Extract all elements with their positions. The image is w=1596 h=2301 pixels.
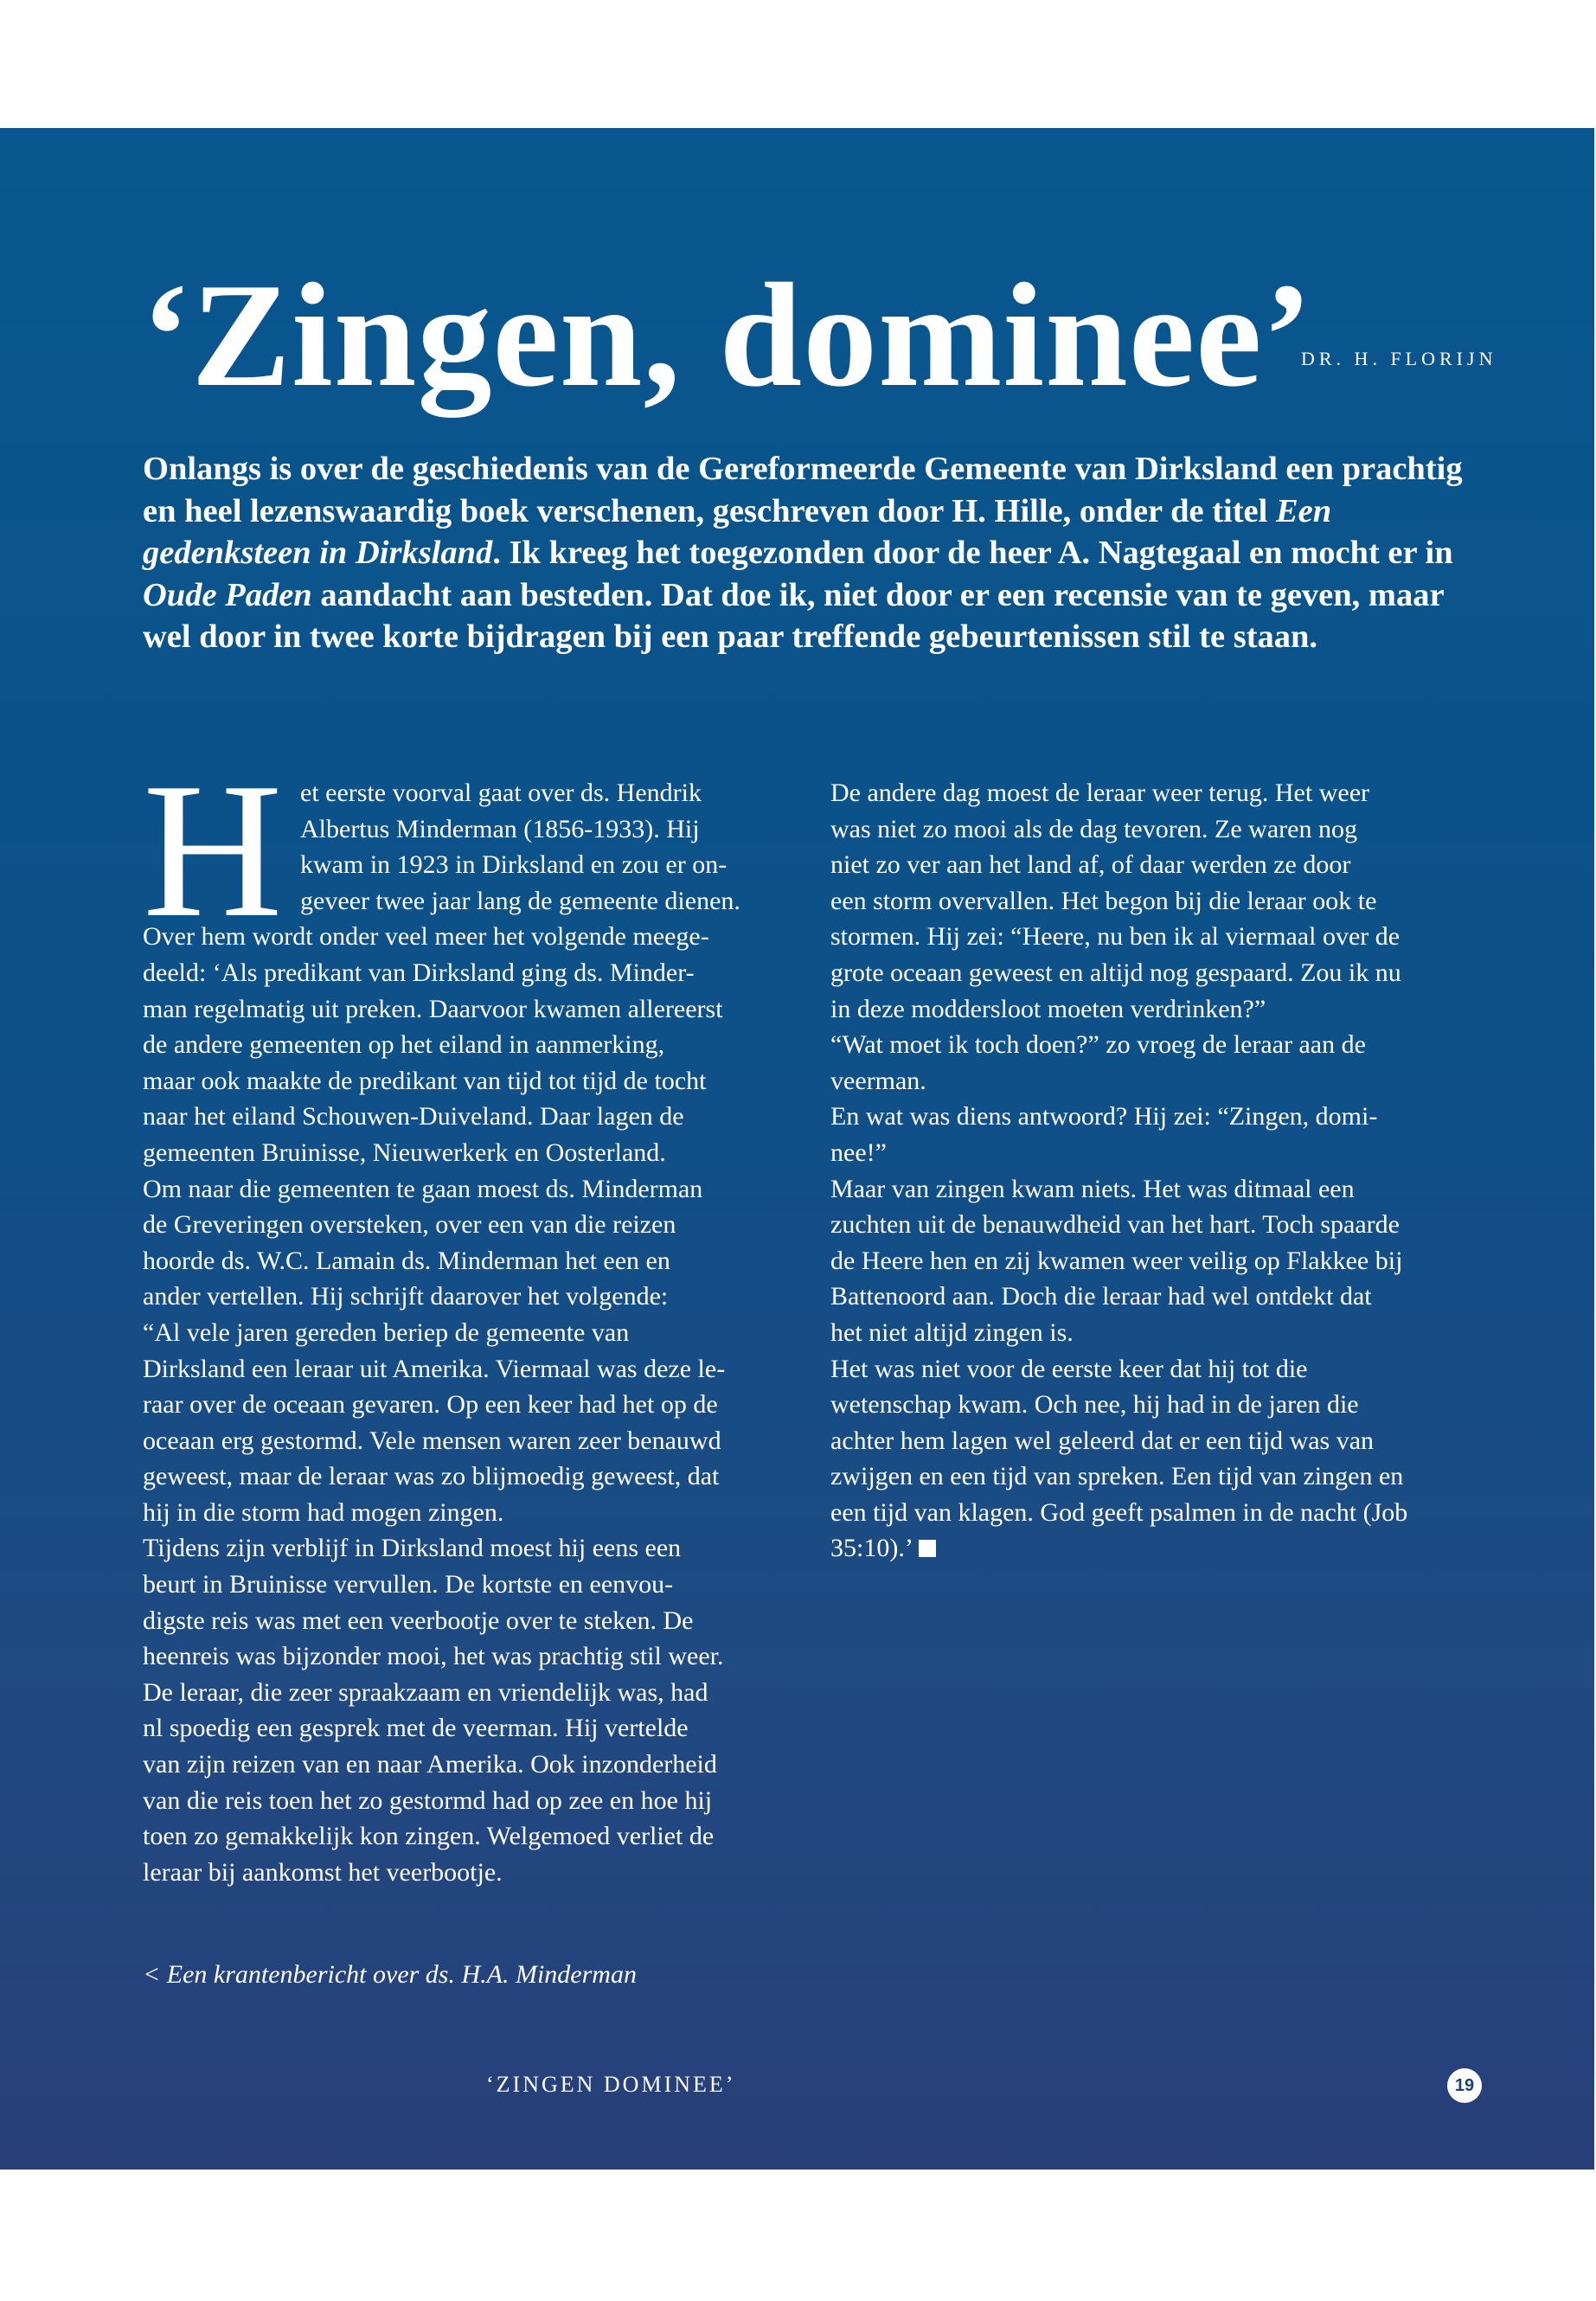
body-line: veerman. xyxy=(830,1066,926,1095)
body-line: geveer twee jaar lang de gemeente dienen. xyxy=(300,886,740,915)
body-line: nee!” xyxy=(830,1138,887,1167)
drop-cap: H xyxy=(143,743,283,958)
body-line: de Heere hen en zij kwamen weer veilig op Flakkee bij xyxy=(830,1246,1403,1275)
body-line: heenreis was bijzonder mooi, het was prachtig stil weer. xyxy=(143,1642,724,1671)
body-line: leraar bij aankomst het veerbootje. xyxy=(143,1857,503,1887)
body-line: gemeenten Bruinisse, Nieuwerkerk en Oosterland. xyxy=(143,1138,666,1167)
body-line: zuchten uit de benauwdheid van het hart. Toch spaarde xyxy=(830,1210,1400,1240)
body-line: naar het eiland Schouwen-Duiveland. Daar lagen de xyxy=(143,1102,684,1131)
body-line: kwam in 1923 in Dirksland en zou er on- xyxy=(300,850,727,880)
body-line: digste reis was met een veerbootje over te steken. De xyxy=(143,1606,694,1635)
body-line: hij in die storm had mogen zingen. xyxy=(143,1497,504,1527)
body-line: Het was niet voor de eerste keer dat hij tot die xyxy=(830,1354,1308,1383)
body-line: achter hem lagen wel geleerd dat er een tijd was van xyxy=(830,1426,1375,1455)
end-of-article-mark xyxy=(919,1540,936,1557)
body-line: De leraar, die zeer spraakzaam en vriendelijk was, had xyxy=(143,1677,708,1707)
body-line: Dirksland een leraar uit Amerika. Viermaal was deze le- xyxy=(143,1354,726,1383)
page-number: 19 xyxy=(1447,2068,1482,2103)
body-line: wetenschap kwam. Och nee, hij had in de jaren die xyxy=(830,1390,1359,1420)
intro-paragraph xyxy=(143,448,1492,658)
body-line: een storm overvallen. Het begon bij die leraar ook te xyxy=(830,886,1377,915)
body-line: Battenoord aan. Doch die leraar had wel ontdekt dat xyxy=(830,1282,1372,1311)
body-line: grote oceaan geweest en altijd nog gespaard. Zou ik nu xyxy=(830,958,1401,987)
body-line: nl spoedig een gesprek met de veerman. Hij vertelde xyxy=(143,1714,689,1743)
body-line: het niet altijd zingen is. xyxy=(830,1317,1074,1347)
body-line: de Greveringen oversteken, over een van die reizen xyxy=(143,1210,676,1240)
magazine-title: Oude Paden xyxy=(143,576,312,613)
body-line: man regelmatig uit preken. Daarvoor kwamen allereerst xyxy=(143,994,723,1023)
body-line: zwijgen en een tijd van spreken. Een tijd van zingen en xyxy=(830,1462,1404,1491)
article-title: ‘Zingen, dominee’ xyxy=(141,253,1313,418)
body-line: een tijd van klagen. God geeft psalmen in de nacht (Job xyxy=(830,1497,1408,1527)
body-line: stormen. Hij zei: “Heere, nu ben ik al viermaal over de xyxy=(830,922,1401,952)
book-title: Een gedenksteen in Dirksland xyxy=(143,492,1332,571)
body-line: et eerste voorval gaat over ds. Hendrik xyxy=(300,779,702,807)
body-line: maar ook maakte de predikant van tijd tot tijd de tocht xyxy=(143,1066,707,1095)
body-line: raar over de oceaan gevaren. Op een keer had het op de xyxy=(143,1390,718,1420)
body-line: was niet zo mooi als de dag tevoren. Ze waren nog xyxy=(830,814,1357,843)
body-line: oceaan erg gestormd. Vele mensen waren zeer benauwd xyxy=(143,1426,721,1455)
author-byline: DR. H. FLORIJN xyxy=(1301,348,1497,369)
body-line: niet zo ver aan het land af, of daar werden ze door xyxy=(830,850,1351,880)
body-line: van zijn reizen van en naar Amerika. Ook inzonderheid xyxy=(143,1750,717,1779)
body-line: geweest, maar de leraar was zo blijmoedig geweest, dat xyxy=(143,1462,720,1491)
intro-text-3: aandacht aan besteden. Dat doe ik, niet door er een recensie van te geven, maar wel door in twee korte bijdragen bij een paar treffende gebeurtenissen stil te staan. xyxy=(143,576,1444,655)
body-line: beurt in Bruinisse vervullen. De kortste en eenvou- xyxy=(143,1570,674,1599)
body-line: de andere gemeenten op het eiland in aanmerking, xyxy=(143,1030,665,1060)
body-line: “Al vele jaren gereden beriep de gemeente van xyxy=(143,1317,630,1347)
body-line: deeld: ‘Als predikant van Dirksland ging ds. Minder- xyxy=(143,958,695,987)
body-line: Over hem wordt onder veel meer het volgende meege- xyxy=(143,922,709,952)
body-line-text: 35:10).’ xyxy=(830,1534,913,1563)
body-line: De andere dag moest de leraar weer terug. Het weer xyxy=(830,779,1369,807)
body-line: toen zo gemakkelijk kon zingen. Welgemoed verliet de xyxy=(143,1822,715,1851)
body-line: “Wat moet ik toch doen?” zo vroeg de leraar aan de xyxy=(830,1030,1366,1060)
body-line: in deze moddersloot moeten verdrinken?” xyxy=(830,994,1266,1023)
body-line-last xyxy=(830,1530,1488,1567)
intro-text-1: Onlangs is over de geschiedenis van de Gereformeerde Gemeente van Dirksland een prachtig en heel lezenswaardig boek verschenen, geschreven door H. Hille, onder de titel xyxy=(143,451,1463,529)
intro-text-2: . Ik kreeg het toegezonden door de heer A. Nagtegaal en mocht er in xyxy=(492,535,1453,571)
body-line: hoorde ds. W.C. Lamain ds. Minderman het een en xyxy=(143,1246,670,1275)
body-line: En wat was diens antwoord? Hij zei: “Zingen, domi- xyxy=(830,1102,1378,1131)
right-column xyxy=(830,775,1488,1567)
body-line: ander vertellen. Hij schrijft daarover het volgende: xyxy=(143,1282,669,1311)
running-footer-title: ‘ZINGEN DOMINEE’ xyxy=(486,2072,736,2097)
left-column xyxy=(143,743,800,1890)
body-line: Maar van zingen kwam niets. Het was ditmaal een xyxy=(830,1174,1355,1203)
body-line: Albertus Minderman (1856-1933). Hij xyxy=(300,814,700,843)
body-line: van die reis toen het zo gestormd had op zee en hoe hij xyxy=(143,1785,713,1815)
article-panel xyxy=(0,128,1594,2170)
image-caption: < Een krantenbericht over ds. H.A. Minderman xyxy=(143,1960,637,1989)
body-line: Om naar die gemeenten te gaan moest ds. Minderman xyxy=(143,1174,703,1203)
body-line: Tijdens zijn verblijf in Dirksland moest hij eens een xyxy=(143,1534,682,1563)
